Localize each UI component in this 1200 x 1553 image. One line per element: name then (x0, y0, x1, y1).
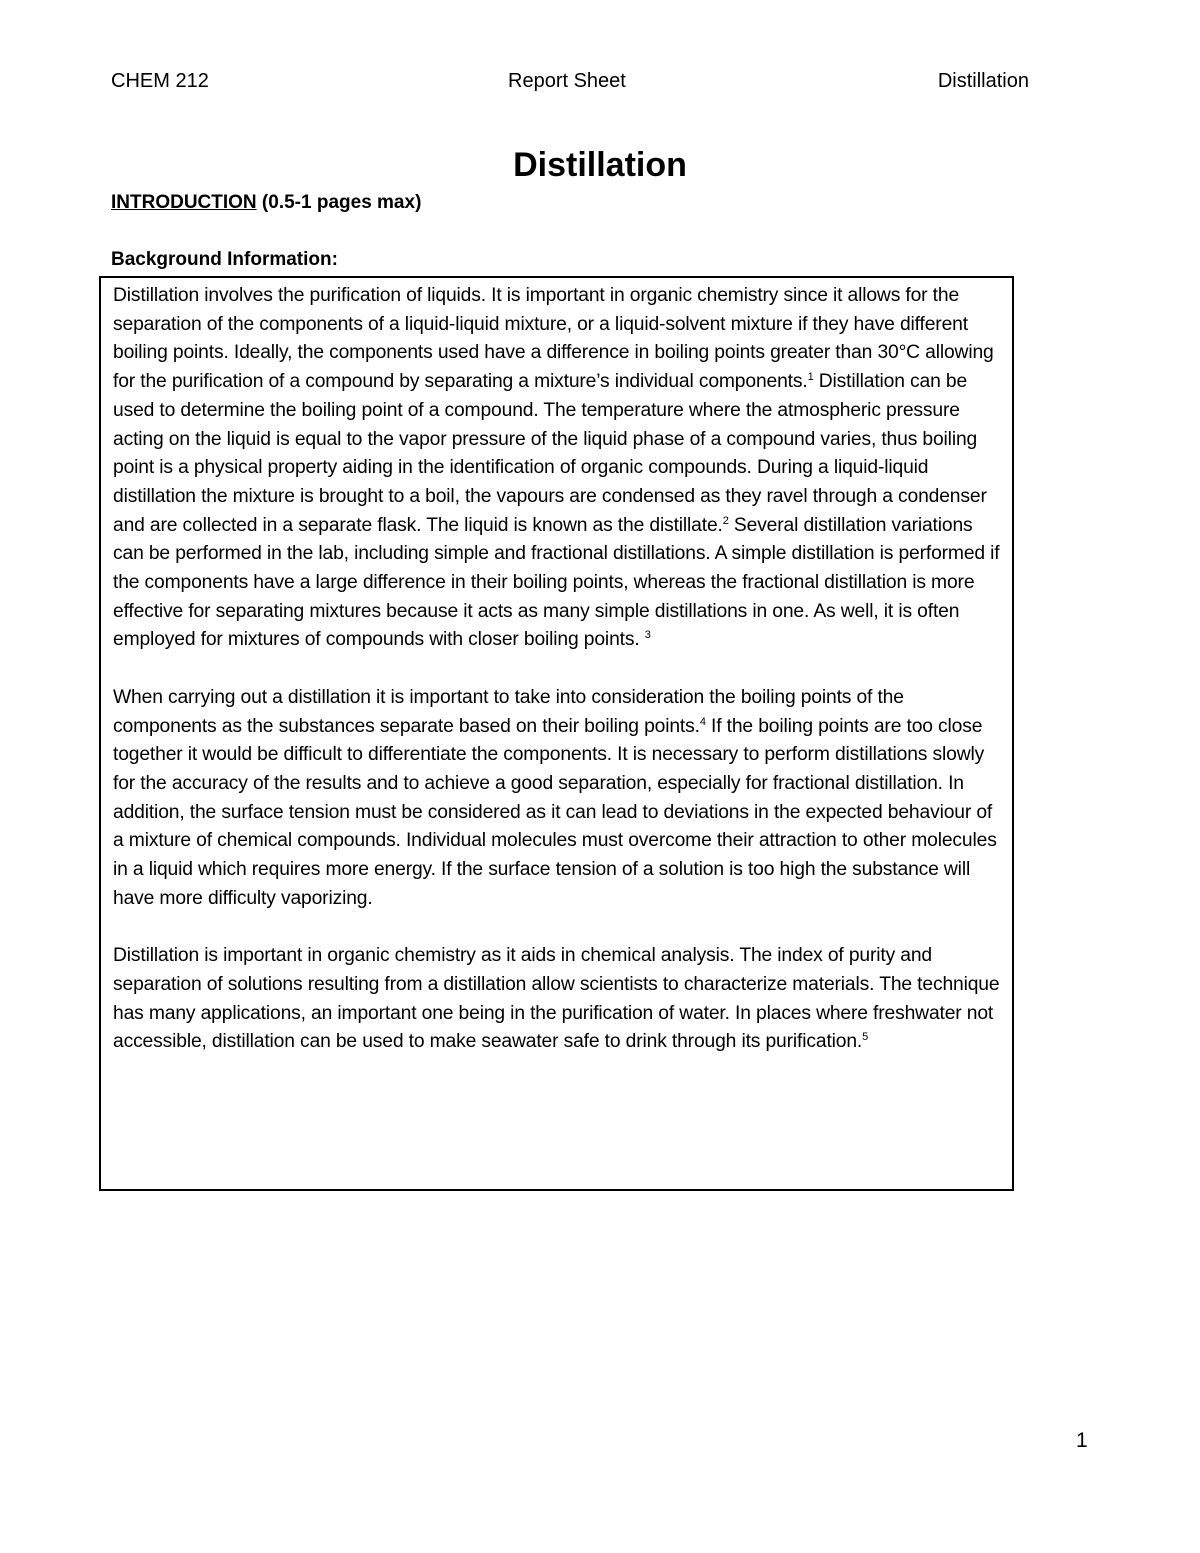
paragraph-2-text-b: If the boiling points are too close together it would be difficult to differentiate the components. It is necessary to perform distillations slowly for the accuracy of the results and to achieve a good separation, especially for fractional distillation. In addition, the surface tension must be considered as it can lead to deviations in the expected behaviour of a mixture of chemical compounds. Individual molecules must overcome their attraction to other molecules in a liquid which requires more energy. If the surface tension of a solution is too high the substance will have more difficulty vaporizing. (113, 715, 997, 909)
section-heading-label: INTRODUCTION (111, 192, 257, 213)
citation-3: 3 (644, 629, 651, 642)
citation-5: 5 (862, 1031, 869, 1044)
paragraph-1-text-c: Several distillation variations can be performed in the lab, including simple and fractional distillations. A simple distillation is performed if the components have a large difference in their boiling points, whereas the fractional distillation is more effective for separating mixtures because it acts as many simple distillations in one. As well, it is often employed for mixtures of compounds with closer boiling points. (113, 514, 1000, 651)
paragraph-1-text-a: Distillation involves the purification of liquids. It is important in organic chemistry since it allows for the separation of the components of a liquid-liquid mixture, or a liquid-solvent mixture if they have different boiling points. Ideally, the components used have a difference in boiling points greater than 30°C allowing for the purification of a compound by separating a mixture’s individual components. (113, 285, 994, 393)
paragraph-1-text-b: Distillation can be used to determine the boiling point of a compound. The temperature where the atmospheric pressure acting on the liquid is equal to the vapor pressure of the liquid phase of a compound varies, thus boiling point is a physical property aiding in the identification of organic compounds. During a liquid-liquid distillation the mixture is brought to a boil, the vapours are condensed as they ravel through a condenser and are collected in a separate flask. The liquid is known as the distillate. (113, 371, 987, 536)
section-heading (111, 192, 421, 214)
citation-2: 2 (722, 514, 729, 527)
citation-4: 4 (699, 715, 706, 728)
paragraph-3 (113, 942, 1002, 1057)
paragraph-2 (113, 684, 1002, 914)
background-text-box (99, 276, 1014, 1191)
paragraph-1 (113, 282, 1002, 655)
header-course: CHEM 212 (111, 70, 209, 92)
section-heading-note: (0.5-1 pages max) (256, 192, 422, 213)
page-header (111, 70, 1029, 100)
header-report-type: Report Sheet (508, 70, 626, 92)
document-title: Distillation (513, 146, 687, 184)
background-heading: Background Information: (111, 249, 338, 270)
citation-1: 1 (807, 371, 814, 384)
header-topic: Distillation (937, 70, 1029, 92)
page-number: 1 (1076, 1429, 1088, 1452)
paragraph-3-text-a: Distillation is important in organic chemistry as it aids in chemical analysis. The index of purity and separation of solutions resulting from a distillation allow scientists to characterize materials. The technique has many applications, an important one being in the purification of water. In places where freshwater not accessible, distillation can be used to make seawater safe to drink through its purification. (113, 945, 1000, 1053)
paragraph-2-text-a: When carrying out a distillation it is important to take into consideration the boiling points of the components as the substances separate based on their boiling points. (113, 686, 904, 737)
